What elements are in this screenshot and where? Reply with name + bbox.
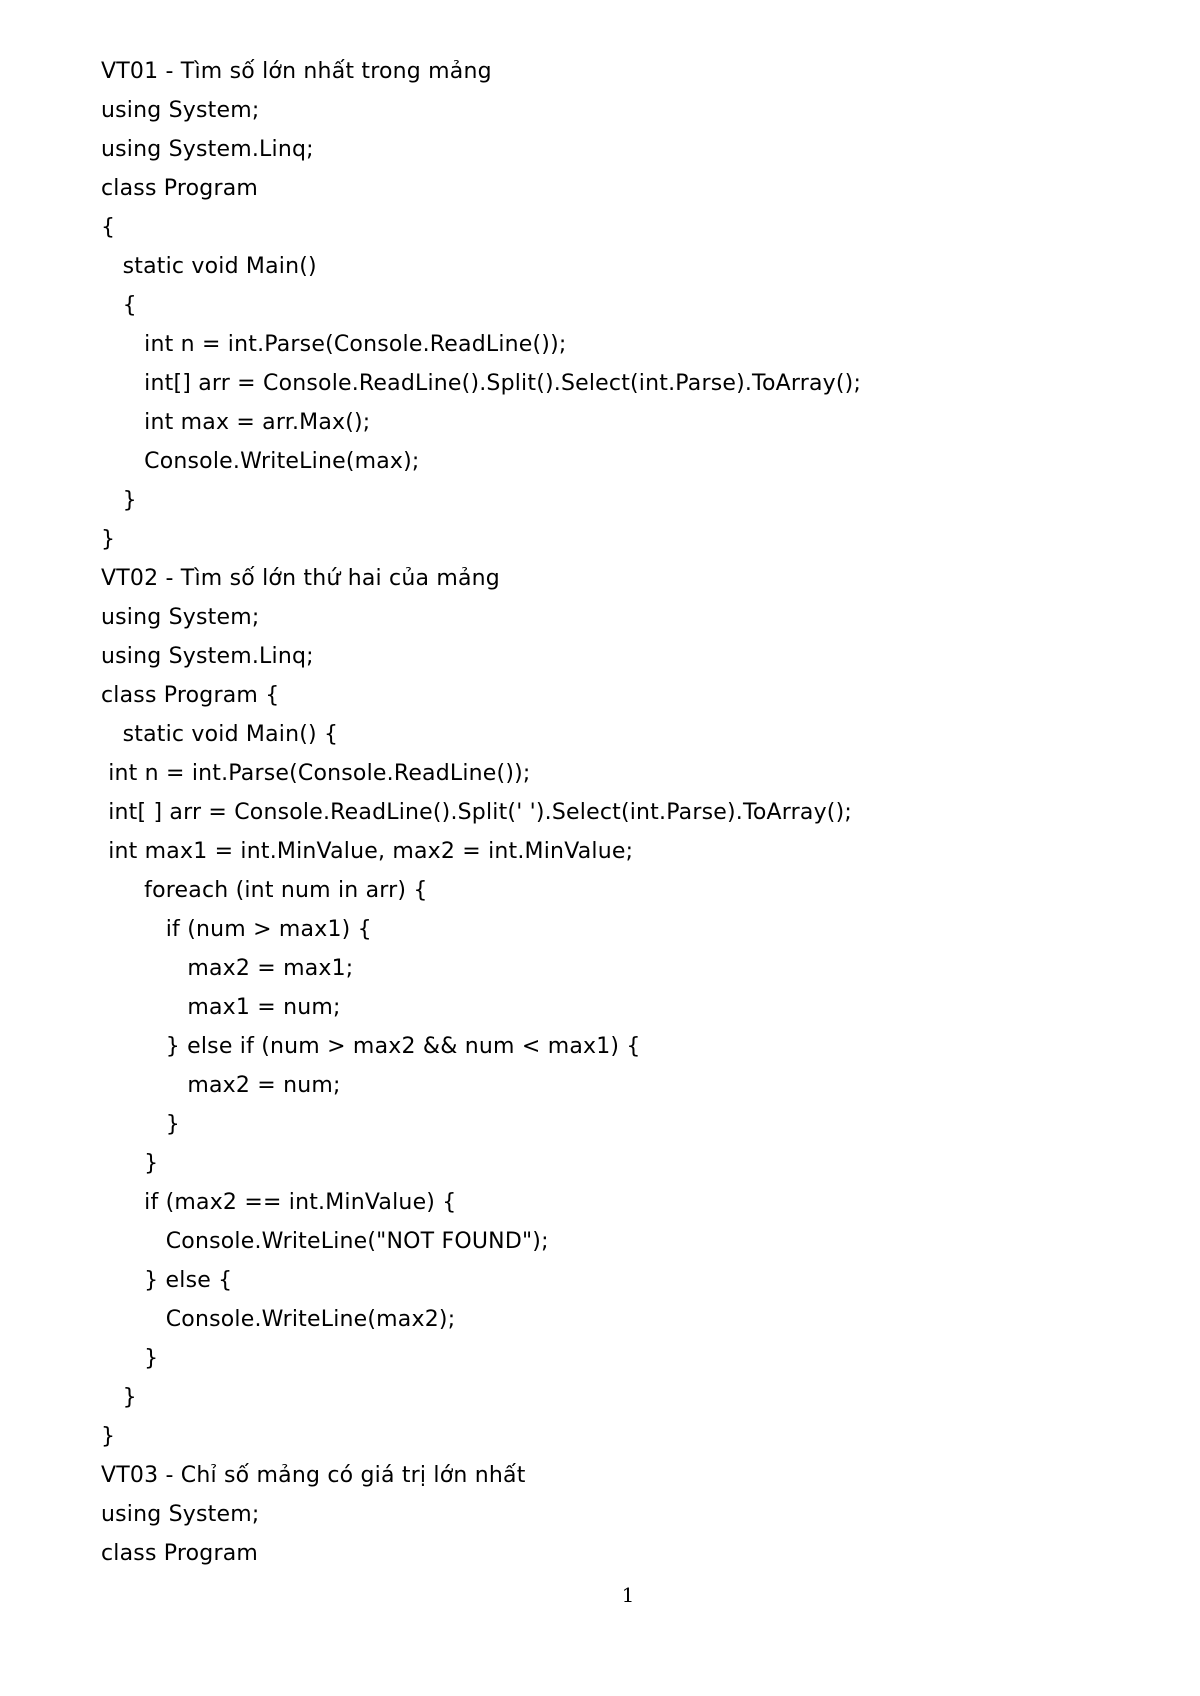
- heading-vt02: VT02 - Tìm số lớn thứ hai của mảng: [101, 566, 500, 591]
- heading-vt03: VT03 - Chỉ số mảng có giá trị lớn nhất: [101, 1463, 526, 1488]
- code-line: using System;: [101, 98, 260, 123]
- code-line: } else {: [101, 1268, 233, 1293]
- code-line: foreach (int num in arr) {: [101, 878, 428, 903]
- code-line: int[ ] arr = Console.ReadLine().Split(' ').Select(int.Parse).ToArray();: [101, 800, 852, 825]
- code-line: using System;: [101, 1502, 260, 1527]
- code-line: }: [101, 1151, 159, 1176]
- code-line: }: [101, 488, 137, 513]
- code-line: int n = int.Parse(Console.ReadLine());: [101, 761, 531, 786]
- document-body: [101, 52, 1141, 1573]
- code-line: class Program {: [101, 683, 280, 708]
- code-line: class Program: [101, 176, 259, 201]
- code-line: }: [101, 1346, 159, 1371]
- code-line: {: [101, 293, 137, 318]
- code-line: static void Main(): [101, 254, 317, 279]
- code-line: int n = int.Parse(Console.ReadLine());: [101, 332, 567, 357]
- code-line: int max = arr.Max();: [101, 410, 371, 435]
- code-line: Console.WriteLine(max2);: [101, 1307, 456, 1332]
- code-line: max2 = max1;: [101, 956, 354, 981]
- code-line: using System.Linq;: [101, 137, 314, 162]
- code-line: }: [101, 1112, 180, 1137]
- code-line: using System.Linq;: [101, 644, 314, 669]
- code-line: }: [101, 527, 116, 552]
- code-line: max1 = num;: [101, 995, 341, 1020]
- heading-vt01: VT01 - Tìm số lớn nhất trong mảng: [101, 59, 492, 84]
- code-line: Console.WriteLine(max);: [101, 449, 420, 474]
- code-line: if (max2 == int.MinValue) {: [101, 1190, 457, 1215]
- code-line: }: [101, 1385, 137, 1410]
- code-line: int[] arr = Console.ReadLine().Split().Select(int.Parse).ToArray();: [101, 371, 862, 396]
- code-line: max2 = num;: [101, 1073, 341, 1098]
- code-line: }: [101, 1424, 116, 1449]
- code-line: Console.WriteLine("NOT FOUND");: [101, 1229, 549, 1254]
- code-line: class Program: [101, 1541, 259, 1566]
- code-line: {: [101, 215, 116, 240]
- code-line: int max1 = int.MinValue, max2 = int.MinValue;: [101, 839, 634, 864]
- page-number: 1: [621, 1583, 635, 1607]
- code-line: using System;: [101, 605, 260, 630]
- code-line: static void Main() {: [101, 722, 339, 747]
- code-line: } else if (num > max2 && num < max1) {: [101, 1034, 641, 1059]
- code-line: if (num > max1) {: [101, 917, 372, 942]
